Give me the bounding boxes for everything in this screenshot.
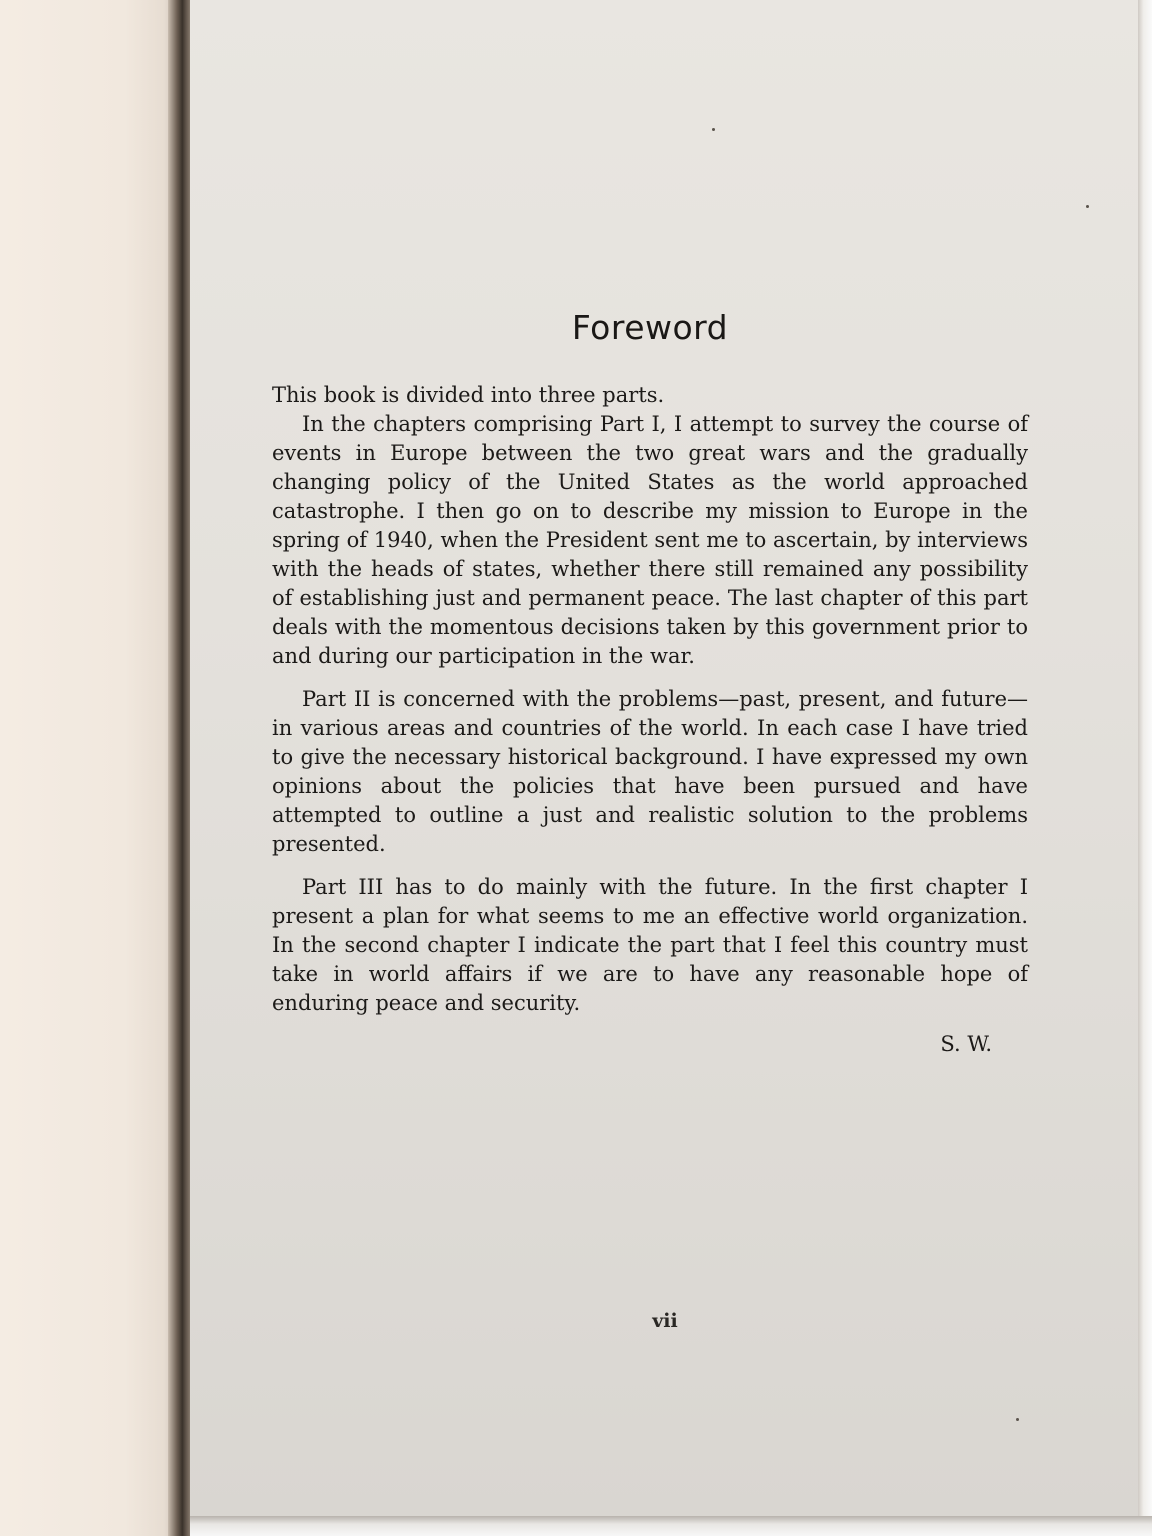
paper-speck [1016,1418,1019,1421]
paragraph-part-one: In the chapters comprising Part I, I attempt to survey the course of events in Europe between the two great wars and the gradually changing policy of the United States as the world approached catastrophe. I then go on to describe my mission to Europe in the spring of 1940, when the President sent me to ascertain, by interviews with the heads of states, whether there still remained any possibility of establishing just and permanent peace. The last chapter of this part deals with the momentous decisions taken by this government prior to and during our participation in the war. [272,412,1028,668]
paragraph-part-two: Part II is concerned with the problems—past, present, and future—in various areas and countries of the world. In each case I have tried to give the necessary historical background. I have expressed my own opinions about the policies that have been pursued and have attempted to outline a just and realistic solution to the problems presented. [272,687,1028,856]
page-edge-right [1138,0,1152,1536]
paragraph-intro: This book is divided into three parts. [272,383,665,407]
paper-speck [712,128,715,131]
page-edge-bottom [190,1516,1152,1536]
page-title: Foreword [571,308,729,347]
paper-speck [1086,205,1089,208]
signature: S. W. [940,1032,992,1056]
left-page [0,0,178,1536]
foreword-content [272,300,1028,1056]
page-number: vii [652,1310,678,1332]
paragraph-part-three: Part III has to do mainly with the future. In the first chapter I present a plan for what seems to me an effective world organization. In the second chapter I indicate the part that I feel this country must take in world affairs if we are to have any reasonable hope of enduring peace and security. [272,875,1028,1015]
